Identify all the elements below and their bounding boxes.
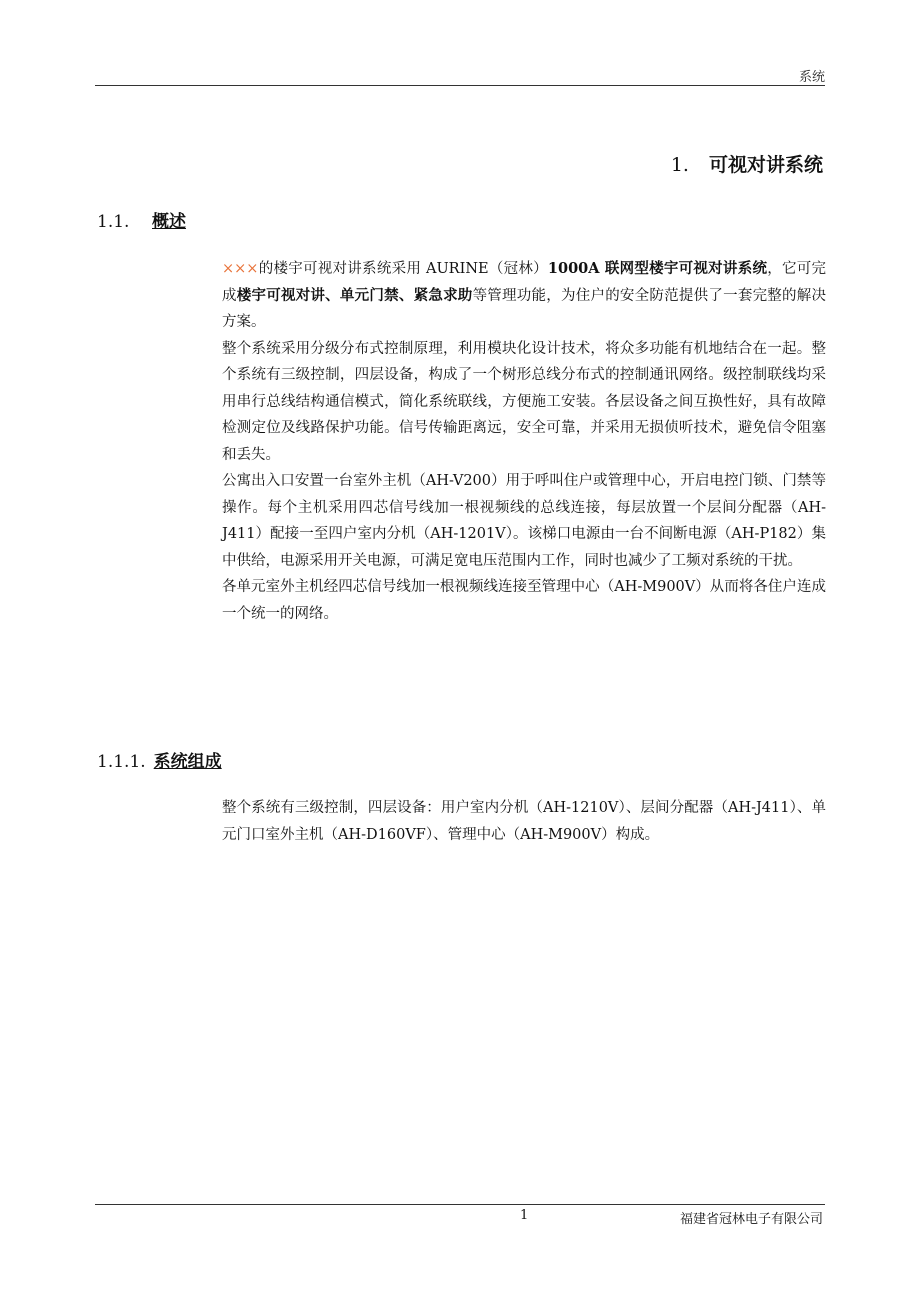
page-header-text: 系统 (798, 70, 825, 85)
intro-text-c: ，它可完成 (222, 261, 827, 304)
intro-text-a: 的楼宇可视对讲系统采用 AURINE（冠林） (258, 261, 548, 277)
paragraph-intro (222, 256, 826, 336)
paragraph-network: 各单元室外主机经四芯信号线加一根视频线连接至管理中心（AH-M900V）从而将各住户连成一个统一的网络。 (222, 579, 826, 622)
intro-text-e: 等管理功能，为住户的安全防范提供了一套完整的解决方案。 (222, 287, 827, 330)
composition-body (222, 795, 826, 848)
product-name: 1000A 联网型楼宇可视对讲系统 (547, 260, 768, 277)
page-number: 1 (520, 1208, 529, 1223)
overview-body (222, 256, 826, 627)
section-number: 1.1. (97, 212, 130, 232)
paragraph-installation: 公寓出入口安置一台室外主机（AH-V200）用于呼叫住户或管理中心，开启电控门锁、门禁等操作。每个主机采用四芯信号线加一根视频线的总线连接，每层放置一个层间分配器（AH-J411）配接一至四户室内分机（AH-1201V）。该梯口电源由一台不间断电源（AH-P182）集中供给，电源采用开关电源，可满足宽电压范围内工作，同时也减少了工频对系统的干扰。 (222, 473, 826, 569)
chapter-heading (671, 150, 823, 177)
subsection-title: 系统组成 (153, 752, 222, 772)
header-rule (95, 85, 825, 86)
paragraph-architecture: 整个系统采用分级分布式控制原理，利用模块化设计技术，将众多功能有机地结合在一起。整个系统有三级控制，四层设备，构成了一个树形总线分布式的控制通讯网络。级控制联线均采用串行总线结构通信模式，简化系统联线，方便施工安装。各层设备之间互换性好，具有故障检测定位及线路保护功能。信号传输距离远，安全可靠，并采用无损侦听技术，避免信令阻塞和丢失。 (222, 340, 826, 463)
subsection-number: 1.1.1. (97, 752, 146, 772)
footer-rule (95, 1204, 825, 1205)
footer-company: 福建省冠林电子有限公司 (679, 1212, 823, 1227)
placeholder-marks: ××× (222, 261, 259, 277)
chapter-title: 可视对讲系统 (708, 154, 823, 176)
section-heading (97, 207, 186, 232)
paragraph-composition: 整个系统有三级控制，四层设备：用户室内分机（AH-1210V）、层间分配器（AH-J411）、单元门口室外主机（AH-D160VF）、管理中心（AH-M900V）构成。 (222, 800, 826, 843)
key-functions: 楼宇可视对讲、单元门禁、紧急求助 (236, 286, 473, 304)
chapter-number: 1. (670, 154, 689, 176)
section-title: 概述 (152, 212, 186, 232)
subsection-heading (97, 747, 222, 772)
